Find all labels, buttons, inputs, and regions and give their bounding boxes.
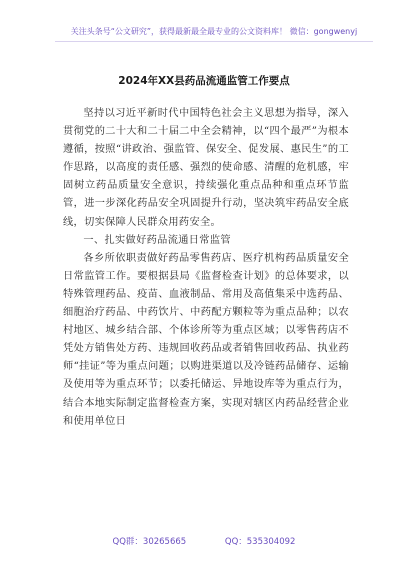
document-title: 2024年XX县药品流通监管工作要点 [118, 75, 290, 87]
section-heading: 一、扎实做好药品流通日常监管 [83, 234, 231, 246]
document-body [63, 105, 349, 431]
header-banner: 关注头条号“公文研究”，获得最新最全最专业的公文资料库！ 微信：gongwenyj [70, 27, 358, 36]
header-divider [55, 41, 373, 42]
footer [0, 535, 408, 547]
section-paragraph: 各乡所依职责做好药品零售药店、医疗机构药品质量安全日常监管工作。要根据县局《监督检查计划》的总体要求，以特殊管理药品、疫苗、血液制品、常用及高值集采中选药品、细胞治疗药品、中药饮片、中药配方颗粒等为重点品种；以农村地区、城乡结合部、个体诊所等为重点区域；以零售药店不凭处方销售处方药、违规回收药品或者销售回收药品、执业药师“挂证”等为重点问题；以购进渠道以及冷链药品储存、运输及使用等为重点环节；以委托储运、异地设库等为重点行为，结合本地实际制定监督检查方案，实现对辖区内药品经营企业和使用单位日 [63, 252, 349, 427]
footer-qq-contact: QQ：535304092 [224, 537, 296, 547]
footer-qq-group: QQ群：30265665 [112, 537, 187, 547]
intro-paragraph: 坚持以习近平新时代中国特色社会主义思想为指导，深入贯彻党的二十大和二十届二中全会精神，以“四个最严”为根本遵循，按照“讲政治、强监管、保安全、促发展、惠民生”的工作思路，以高度的责任感、强烈的使命感、清醒的危机感，牢固树立药品质量安全意识，持续强化重点品种和重点环节监管，进一步深化药品安全巩固提升行动，坚决筑牢药品安全底线，切实保障人民群众用药安全。 [63, 108, 349, 228]
